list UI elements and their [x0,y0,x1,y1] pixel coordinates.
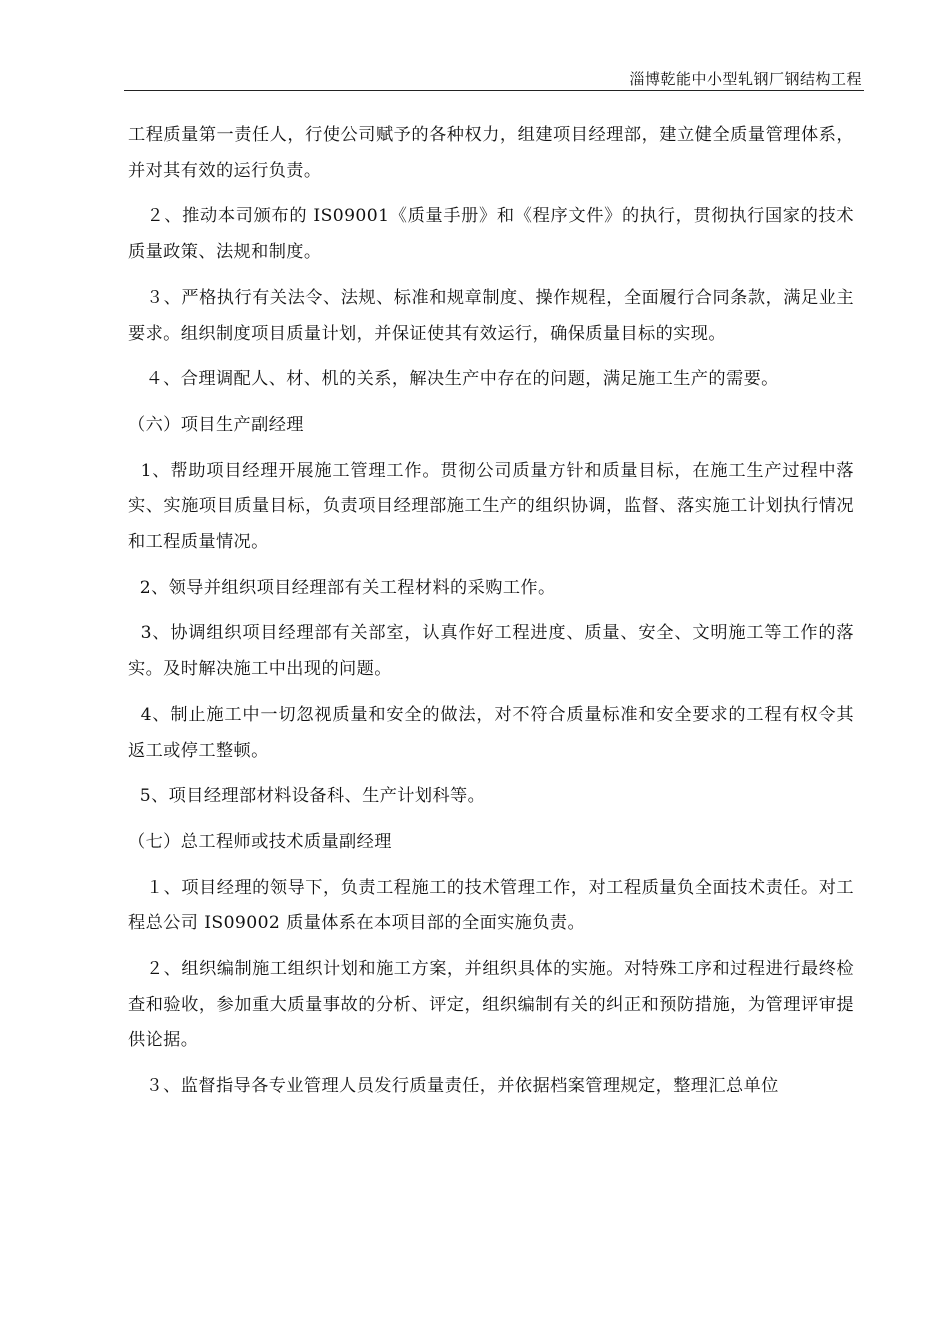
paragraph: 5、项目经理部材料设备科、生产计划科等。 [128,786,486,807]
paragraph: ３、监督指导各专业管理人员发行质量责任，并依据档案管理规定，整理汇总单位 [128,1076,779,1097]
document-body [128,118,854,1105]
section-heading: （六）项目生产副经理 [128,414,304,435]
section-heading: （七）总工程师或技术质量副经理 [128,831,392,852]
header-title: 淄博乾能中小型轧钢厂钢结构工程 [629,70,862,88]
paragraph: 3、协调组织项目经理部有关部室，认真作好工程进度、质量、安全、文明施工等工作的落实。及时解决施工中出现的问题。 [128,623,854,680]
paragraph: 2、领导并组织项目经理部有关工程材料的采购工作。 [128,577,556,598]
page-header [124,66,864,91]
paragraph: ４、合理调配人、材、机的关系，解决生产中存在的问题，满足施工生产的需要。 [128,369,779,390]
paragraph: １、项目经理的领导下，负责工程施工的技术管理工作，对工程质量负全面技术责任。对工程总公司 IS09002 质量体系在本项目部的全面实施负责。 [128,877,854,934]
paragraph: 4、制止施工中一切忽视质量和安全的做法，对不符合质量标准和安全要求的工程有权令其返工或停工整顿。 [128,704,854,761]
paragraph: ２、推动本司颁布的 IS09001《质量手册》和《程序文件》的执行，贯彻执行国家的技术质量政策、法规和制度。 [128,206,855,263]
paragraph: 1、帮助项目经理开展施工管理工作。贯彻公司质量方针和质量目标，在施工生产过程中落实、实施项目质量目标，负责项目经理部施工生产的组织协调，监督、落实施工计划执行情况和工程质量情况。 [128,460,854,553]
paragraph: ３、严格执行有关法令、法规、标准和规章制度、操作规程，全面履行合同条款，满足业主要求。组织制度项目质量计划，并保证使其有效运行，确保质量目标的实现。 [128,287,854,344]
paragraph: 工程质量第一责任人，行使公司赋予的各种权力，组建项目经理部，建立健全质量管理体系，并对其有效的运行负责。 [128,125,854,181]
paragraph: ２、组织编制施工组织计划和施工方案，并组织具体的实施。对特殊工序和过程进行最终检查和验收，参加重大质量事故的分析、评定，组织编制有关的纠正和预防措施，为管理评审提供论据。 [128,959,854,1051]
